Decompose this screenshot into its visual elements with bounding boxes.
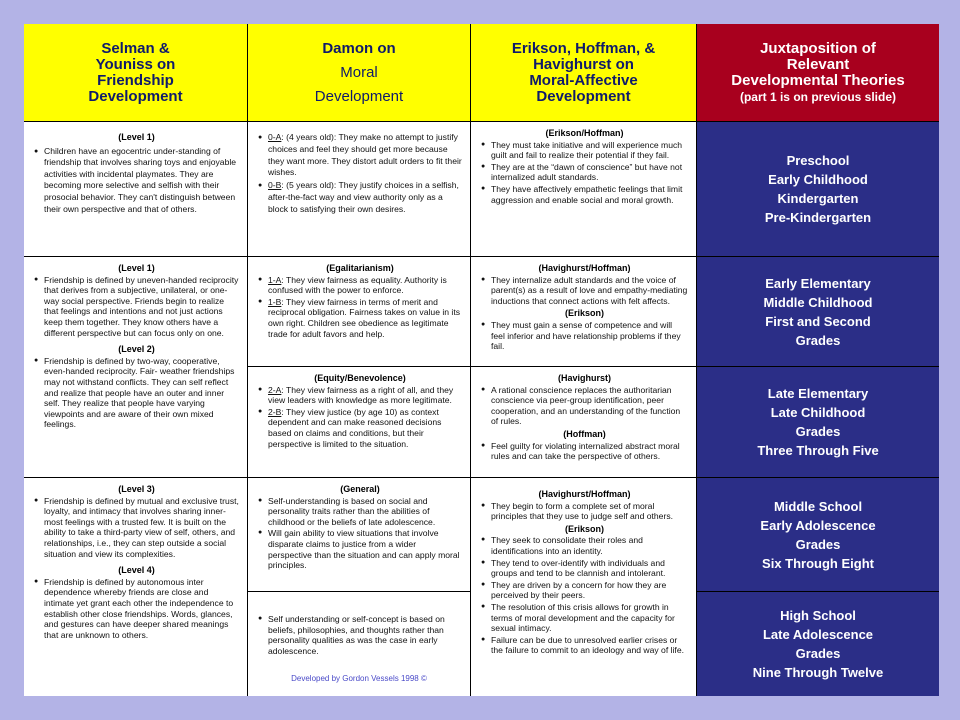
stage-line: Late Childhood <box>770 405 866 420</box>
erikson-late-elementary <box>471 367 696 477</box>
stage-text: : They view fairness as equality. Authority is confused with the power to enforce. <box>268 274 447 296</box>
header-juxta-line: Relevant <box>786 55 850 73</box>
stage-line: Middle School <box>773 498 863 514</box>
section-title: (Level 3) <box>118 484 155 494</box>
list-item <box>258 407 462 449</box>
stage-line: Grades <box>795 332 841 348</box>
grid-line <box>24 121 939 122</box>
stage-key: 1-A <box>268 274 282 285</box>
list-item: ● Friendship is defined by autonomous inter dependence whereby friends are close and intimate yet grant each other the independence to establish other close friendships. Words, glances, and gestures can have deeper shared meanings that are unknown to others. <box>34 577 239 641</box>
section-title: (Level 1) <box>118 263 155 273</box>
stage-line: Early Elementary <box>765 275 871 291</box>
stage-line: Nine Through Twelve <box>752 665 884 680</box>
stage-high-school <box>697 592 939 696</box>
section-title: (Erikson) <box>564 523 604 534</box>
stage-key: 2-B <box>268 406 282 417</box>
stage-line: Early Adolescence <box>760 517 876 533</box>
stage-key: 2-A <box>268 384 282 395</box>
list-item: ● Self understanding or self-concept is based on beliefs, philosophies, and thoughts rather than personality qualities as was the case in early adolescence. <box>258 614 462 656</box>
list-item: ● Self-understanding is based on social and personality traits rather than the abilities of childhood or the beliefs of late adolescence. <box>258 496 462 528</box>
stage-key: 1-B <box>268 296 282 307</box>
list-item: ● Friendship is defined by mutual and exclusive trust, loyalty, and intimacy that involves sharing inner-most feelings with a trusted few. It is built on the ability to take a third-party view of self, others, and relationships, i.e., they can step outside a social situation and view its complexities. <box>34 496 239 560</box>
header-selman-line: Selman & <box>101 39 170 57</box>
list-item <box>258 297 462 339</box>
erikson-early-elementary <box>471 257 696 366</box>
stage-text: : They view fairness in terms of merit and reciprocal obligation. Fairness takes on value in its own right. Children see obedience as legitimate trade for adult favors and help. <box>268 296 461 339</box>
header-juxta-line: Juxtaposition of <box>760 39 876 57</box>
section-title: (Level 1) <box>118 132 155 142</box>
stage-text: : (4 years old): They make no attempt to justify choices and feel they should get more because they want more. They distort adult orders to fit their wishes. <box>268 132 462 178</box>
list-item: ● Friendship is defined by two-way, cooperative, even-handed reciprocity. Fair- weather friendships may not withstand conflicts. They can self reflect and realize that people have an outer and inner self. They realize that people have varying viewpoints and are aware of their own mixed feelings. <box>34 356 239 430</box>
grid-line <box>24 477 939 478</box>
selman-level3-4 <box>24 478 247 696</box>
header-erikson <box>471 24 696 121</box>
list-item <box>258 385 462 406</box>
slide <box>24 24 939 696</box>
stage-line: Middle Childhood <box>763 294 873 310</box>
section-title: (Havighurst) <box>557 373 611 383</box>
grid-line <box>696 24 697 696</box>
footer-credit: Developed by Gordon Vessels 1998 © <box>291 674 427 683</box>
section-title: (Erikson/Hoffman) <box>545 128 624 138</box>
stage-early-elementary <box>697 257 939 366</box>
header-selman <box>24 24 247 121</box>
section-title: (Havighurst/Hoffman) <box>538 489 631 499</box>
list-item: ● Children have an egocentric under-standing of friendship that involves sharing toys and enjoyable activities with incidental playmates. They are becoming more selective and selfish with their prosocial behavior. They can't distinguish between their own perspective and that of others. <box>34 146 239 216</box>
list-item: ● Failure can be due to unresolved earlier crises or the failure to commit to an ideology and way of life. <box>481 635 688 656</box>
stage-middle-school <box>697 478 939 591</box>
header-erikson-line: Havighurst on <box>533 55 634 73</box>
header-selman-line: Friendship <box>97 71 174 89</box>
grid-line <box>248 591 471 592</box>
section-title: (General) <box>340 484 380 494</box>
list-item: ● They internalize adult standards and the voice of parent(s) as a result of love and empathy-mediating inductions that connect actions with felt affects. <box>481 275 688 307</box>
list-item: ● They seek to consolidate their roles and identifications into an identity. <box>481 535 688 556</box>
list-item <box>258 275 462 296</box>
list-item: ● They are at the “dawn of conscience” but have not internalized adult standards. <box>481 162 688 183</box>
header-selman-line: Youniss on <box>95 55 176 73</box>
header-damon-line: Moral <box>340 63 378 81</box>
header-erikson-line: Erikson, Hoffman, & <box>511 39 656 57</box>
list-item: ● They have affectively empathetic feelings that limit aggression and enable social and moral growth. <box>481 184 688 205</box>
header-damon-line: Development <box>314 87 404 105</box>
erikson-preschool <box>471 122 696 256</box>
list-item <box>258 180 462 215</box>
list-item: ● A rational conscience replaces the authoritarian conscience via peer-group identification, peer cooperation, and an understanding of the function of rules. <box>481 385 688 427</box>
damon-egalitarianism <box>248 257 470 366</box>
stage-key: 0-A <box>268 132 282 142</box>
damon-general <box>248 478 470 591</box>
stage-line: Grades <box>795 646 841 661</box>
stage-text: : They view fairness as a right of all, and they view leaders with knowledge as more legitimate. <box>268 384 454 406</box>
header-damon-line: Damon on <box>322 39 396 57</box>
stage-line: High School <box>780 608 856 623</box>
selman-level1-2 <box>24 257 247 477</box>
header-erikson-line: Moral-Affective <box>529 71 638 89</box>
stage-line: Late Adolescence <box>762 627 874 642</box>
section-title: (Havighurst/Hoffman) <box>538 263 631 273</box>
list-item: ● They must take initiative and will experience much guilt and fail to realize their potential if they fail. <box>481 140 688 161</box>
header-selman-line: Development <box>88 87 183 105</box>
stage-line: Late Elementary <box>767 386 869 401</box>
list-item: ● The resolution of this crisis allows for growth in terms of moral development and the capacity for sexual intimacy. <box>481 602 688 634</box>
stage-line: Pre-Kindergarten <box>764 210 872 225</box>
stage-line: Preschool <box>786 153 850 168</box>
header-juxtaposition <box>697 24 939 121</box>
stage-line: First and Second <box>765 313 871 329</box>
grid-line <box>470 24 471 696</box>
stage-late-elementary <box>697 367 939 477</box>
section-title: (Egalitarianism) <box>326 263 394 273</box>
stage-line: Three Through Five <box>757 443 879 458</box>
section-title: (Erikson) <box>564 308 604 319</box>
list-item: ● Feel guilty for violating internalized abstract moral rules and can take the perspective of others. <box>481 441 688 462</box>
stage-line: Early Childhood <box>768 172 868 187</box>
list-item: ● They must gain a sense of competence and will feel inferior and have relationship problems if they fail. <box>481 320 688 352</box>
section-title: (Equity/Benevolence) <box>314 373 406 383</box>
erikson-adolescence <box>471 478 696 696</box>
stage-preschool <box>697 122 939 256</box>
stage-line: Kindergarten <box>777 191 859 206</box>
section-title: (Hoffman) <box>563 428 606 439</box>
list-item: ● They are driven by a concern for how they are perceived by their peers. <box>481 580 688 601</box>
grid-line <box>247 24 248 696</box>
stage-key: 0-B <box>268 180 282 191</box>
header-erikson-line: Development <box>536 87 631 105</box>
stage-line: Grades <box>795 536 841 552</box>
header-juxta-line: Developmental Theories <box>731 71 905 89</box>
list-item: ● Will gain ability to view situations that involve disparate claims to justice from a wider perspective than the situation and can apply moral principles. <box>258 528 462 570</box>
list-item: ● They begin to form a complete set of moral principles that they use to judge self and others. <box>481 501 688 522</box>
section-title: (Level 4) <box>118 565 155 576</box>
stage-line: Grades <box>795 424 841 439</box>
section-title: (Level 2) <box>118 344 155 355</box>
list-item: ● Friendship is defined by uneven-handed reciprocity that derives from a subjective, unilateral, or one-way social perspective. Friends begin to realize that feelings and intentions and not just actions keep them together. They know others have a different perspective but can focus only on one. <box>34 275 239 339</box>
stage-text: : (5 years old): They justify choices in a selfish, after-the-fact way and view authority only as a block to satisfying their own desires. <box>268 180 459 214</box>
stage-line: Six Through Eight <box>762 555 874 571</box>
list-item <box>258 132 462 179</box>
grid-line <box>24 256 939 257</box>
header-damon <box>248 24 470 121</box>
header-juxta-subtitle: (part 1 is on previous slide) <box>739 89 897 104</box>
selman-level1-preschool <box>24 122 247 256</box>
grid-line <box>248 366 939 367</box>
damon-level0 <box>248 122 470 256</box>
grid-line <box>697 591 939 592</box>
stage-text: : They view justice (by age 10) as context dependent and can make reasoned decisions based on claims and conditions, but their perspective is limited to the situation. <box>268 406 442 449</box>
list-item: ● They tend to over-identify with individuals and groups and tend to be clannish and intolerant. <box>481 558 688 579</box>
damon-equity <box>248 367 470 477</box>
